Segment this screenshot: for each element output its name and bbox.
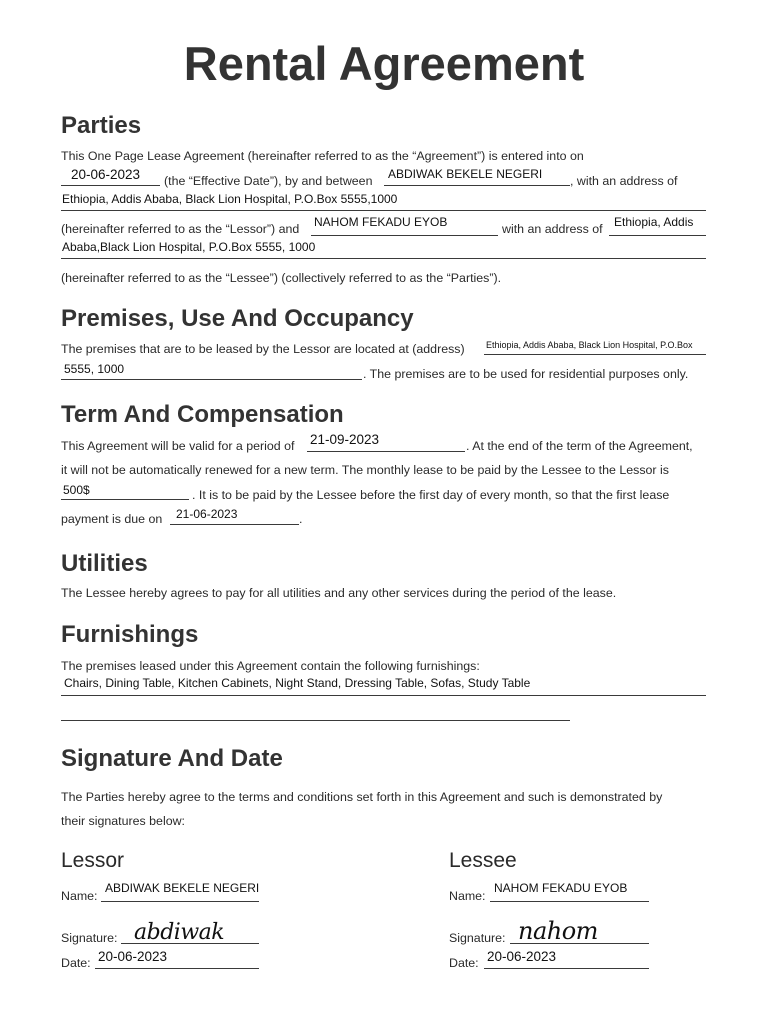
lessee-address-line-2 <box>61 258 706 259</box>
furnishings-items-value: Chairs, Dining Table, Kitchen Cabinets, Night Stand, Dressing Table, Sofas, Study Table <box>64 676 531 690</box>
effective-date-line <box>61 185 160 186</box>
premises-text-1: The premises that are to be leased by the Lessor are located at (address) <box>61 342 465 356</box>
lessee-signed-name-line <box>490 901 649 902</box>
term-period-value: 21-09-2023 <box>310 432 380 447</box>
lessor-address-line <box>61 210 706 211</box>
term-text-6: . <box>299 512 303 526</box>
lessee-signature-label: Signature: <box>449 931 506 945</box>
lessee-address-text: with an address of <box>502 222 603 236</box>
lessee-heading: Lessee <box>449 849 517 872</box>
lessor-signed-name-line <box>101 901 259 902</box>
signature-heading: Signature And Date <box>61 745 283 772</box>
furnishings-line-1 <box>61 695 706 696</box>
premises-text-2: . The premises are to be used for residential purposes only. <box>363 367 689 381</box>
lessee-date-line <box>484 968 649 969</box>
utilities-text: The Lessee hereby agrees to pay for all utilities and any other services during the period of the lease. <box>61 586 617 600</box>
term-due-date-line <box>170 524 299 525</box>
furnishings-line-2 <box>61 720 570 721</box>
term-text-5: payment is due on <box>61 512 163 526</box>
lessee-ref-text: (hereinafter referred to as the “Lessee”) (collectively referred to as the “Parties”). <box>61 271 502 285</box>
lessor-date-value: 20-06-2023 <box>98 949 168 964</box>
lessor-name-label: Name: <box>61 889 98 903</box>
term-amount-line <box>61 499 189 500</box>
term-text-1: This Agreement will be valid for a period of <box>61 439 295 453</box>
effective-date-text: (the “Effective Date”), by and between <box>164 174 373 188</box>
lessor-signed-name-value: ABDIWAK BEKELE NEGERI <box>105 881 260 895</box>
premises-address-line-2 <box>61 379 362 380</box>
lessee-address-line-1 <box>609 235 706 236</box>
term-text-2: . At the end of the term of the Agreement, <box>466 439 693 453</box>
lessor-date-line <box>95 968 259 969</box>
lessor-signature-value: abdiwak <box>134 920 225 945</box>
premises-address-value-1: Ethiopia, Addis Ababa, Black Lion Hospital, P.O.Box <box>486 340 693 350</box>
premises-address-line-1 <box>484 354 706 355</box>
term-text-3: it will not be automatically renewed for a new term. The monthly lease to be paid by the Lessee to the Lessor is <box>61 463 669 477</box>
furnishings-text: The premises leased under this Agreement contain the following furnishings: <box>61 659 480 673</box>
term-amount-value: 500$ <box>63 483 90 497</box>
lessee-signature-value: nahom <box>518 917 598 945</box>
term-due-date-value: 21-06-2023 <box>176 507 238 521</box>
lessee-name-value: NAHOM FEKADU EYOB <box>314 215 448 229</box>
parties-intro: This One Page Lease Agreement (hereinafter referred to as the “Agreement”) is entered into on <box>61 149 584 163</box>
parties-heading: Parties <box>61 112 142 139</box>
lessee-date-label: Date: <box>449 956 479 970</box>
lessor-address-value: Ethiopia, Addis Ababa, Black Lion Hospital, P.O.Box 5555,1000 <box>62 192 398 206</box>
lessee-address-value-2: Ababa,Black Lion Hospital, P.O.Box 5555, 1000 <box>62 240 316 254</box>
furnishings-heading: Furnishings <box>61 621 199 648</box>
lessor-date-label: Date: <box>61 956 91 970</box>
lessee-signature-line <box>510 943 649 944</box>
lessee-signed-name-value: NAHOM FEKADU EYOB <box>494 881 628 895</box>
premises-heading: Premises, Use And Occupancy <box>61 305 414 332</box>
page-title: Rental Agreement <box>183 37 585 90</box>
lessee-date-value: 20-06-2023 <box>487 949 557 964</box>
lessee-name-line <box>311 235 498 236</box>
lessor-signature-label: Signature: <box>61 931 118 945</box>
lessee-name-label: Name: <box>449 889 486 903</box>
lessor-heading: Lessor <box>61 849 125 872</box>
term-text-4: . It is to be paid by the Lessee before the first day of every month, so that the first lease <box>192 488 670 502</box>
lessor-ref-text: (hereinafter referred to as the “Lessor”) and <box>61 222 300 236</box>
signature-text-1: The Parties hereby agree to the terms and conditions set forth in this Agreement and such is demonstrated by <box>61 790 663 804</box>
term-heading: Term And Compensation <box>61 401 344 428</box>
lessor-name-line <box>384 185 570 186</box>
lessor-name-value: ABDIWAK BEKELE NEGERI <box>388 167 543 181</box>
premises-address-value-2: 5555, 1000 <box>64 362 125 376</box>
signature-text-2: their signatures below: <box>61 814 185 828</box>
address-of-text: , with an address of <box>570 174 678 188</box>
effective-date-value: 20-06-2023 <box>71 167 141 182</box>
lessee-address-value-1: Ethiopia, Addis <box>614 215 694 229</box>
term-period-line <box>307 451 465 452</box>
lessor-signature-line <box>121 943 259 944</box>
utilities-heading: Utilities <box>61 550 148 577</box>
